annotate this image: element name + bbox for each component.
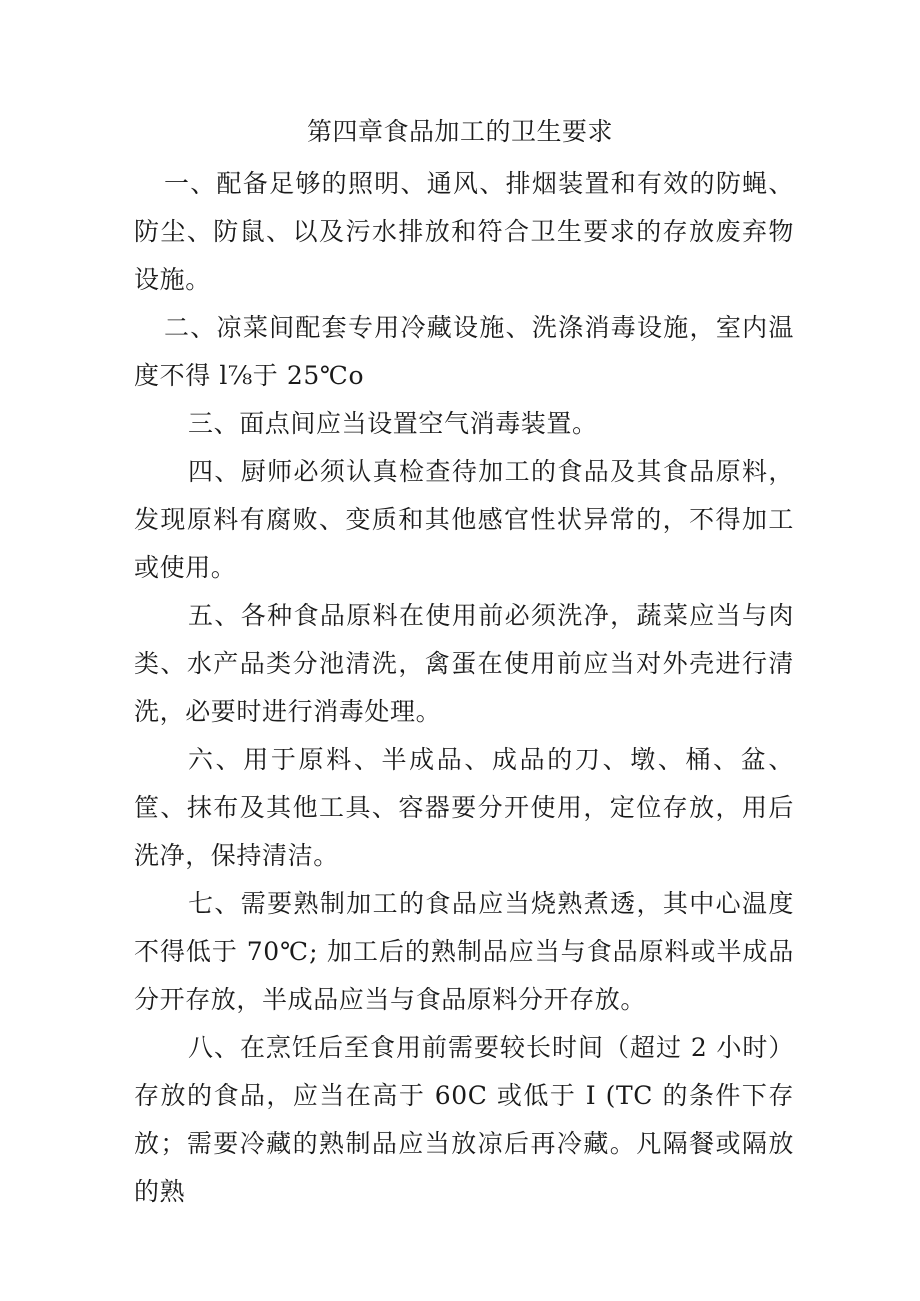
paragraph-8: 八、在烹饪后至食用前需要较长时间（超过 2 小时）存放的食品，应当在高于 60C 或低于 I (TC 的条件下存放；需要冷藏的熟制品应当放凉后再冷藏。凡隔餐或隔放的熟 [134,1033,794,1206]
paragraph-6: 六、用于原料、半成品、成品的刀、墩、桶、盆、筐、抹布及其他工具、容器要分开使用，定位存放，用后洗净，保持清洁。 [134,745,794,870]
paragraph-5: 五、各种食品原料在使用前必须洗净，蔬菜应当与肉类、水产品类分池清洗，禽蛋在使用前应当对外壳进行清洗，必要时进行消毒处理。 [134,601,794,726]
paragraph-3: 三、面点间应当设置空气消毒装置。 [188,409,598,438]
paragraph-7: 七、需要熟制加工的食品应当烧熟煮透，其中心温度不得低于 70℃; 加工后的熟制品应当与食品原料或半成品分开存放，半成品应当与食品原料分开存放。 [134,889,794,1014]
page-title: 第四章食品加工的卫生要求 [306,117,613,146]
paragraph-2: 二、凉菜间配套专用冷藏设施、洗涤消毒设施，室内温度不得 l⅞于 25℃o [134,313,794,390]
paragraph-4: 四、厨师必须认真检查待加工的食品及其食品原料，发现原料有腐败、变质和其他感官性状异常的，不得加工或使用。 [134,457,794,582]
paragraph-1: 一、配备足够的照明、通风、排烟装置和有效的防蝇、防尘、防鼠、以及污水排放和符合卫生要求的存放废弃物设施。 [134,169,794,294]
